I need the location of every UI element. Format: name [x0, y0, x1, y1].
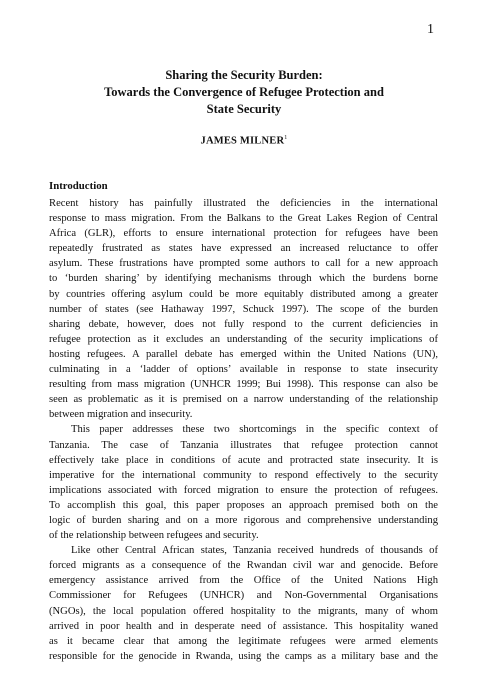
text-line: arrived in poor health and in desperate need of assistance. This hospitality waned: [49, 620, 438, 632]
text-line: between migration and insecurity.: [49, 409, 193, 421]
text-line: by countries offering asylum could be more equitably distributed among a greater: [49, 288, 438, 300]
text-line: implications associated with forced migration to ensure the protection of refugees.: [49, 484, 438, 496]
text-line: (NGOs), the local population offered hospitality to the migrants, many of whom: [49, 605, 438, 617]
text-line: responsible for the genocide in Rwanda, using the camps as a military base and the: [49, 650, 438, 662]
text-line: response to mass migration. From the Balkans to the Great Lakes Region of Central: [49, 213, 438, 225]
author-name-text: JAMES MILNER: [200, 135, 285, 147]
text-line: Commissioner for Refugees (UNHCR) and Non-Governmental Organisations: [49, 590, 438, 602]
text-line: Africa (GLR), efforts to ensure international protection for refugees have been: [49, 228, 438, 240]
text-line: resulting from mass migration (UNHCR 1999; Bui 1998). This response can also be: [49, 379, 438, 391]
text-line: Tanzania. The case of Tanzania illustrates that refugee protection cannot: [49, 439, 438, 451]
text-line: imperative for the international community to respond effectively to the security: [49, 469, 438, 481]
text-line: asylum. These frustrations have prompted some authors to call for a new approach: [49, 258, 438, 270]
text-line: refugee protection as it excludes an understanding of the security implications of: [49, 333, 438, 345]
page-number: 1: [427, 22, 434, 37]
text-line: Recent history has painfully illustrated the deficiencies in the international: [49, 198, 438, 209]
title-line-1: Sharing the Security Burden:: [165, 68, 323, 82]
text-line: emergency assistance arrived from the Office of the United Nations High: [49, 575, 438, 587]
text-line: This paper addresses these two shortcomings in the specific context of: [71, 424, 438, 436]
title-line-3: State Security: [206, 102, 282, 116]
section-heading: Introduction: [49, 180, 108, 192]
text-line: repeatedly frustrated as states have expressed an increased reluctance to offer: [49, 243, 438, 255]
text-line: of the relationship between refugees and security.: [49, 530, 259, 542]
text-line: hosting refugees. A parallel debate has emerged within the United Nations (UN),: [49, 348, 438, 360]
text-line: culminating in a ‘ladder of options’ available in response to state insecurity: [49, 364, 438, 376]
body-text: [49, 196, 438, 664]
title-line-2: Towards the Convergence of Refugee Protection and: [104, 85, 384, 99]
text-line: logic of burden sharing and on a more rigorous and comprehensive understanding: [49, 514, 438, 526]
text-line: to ‘burden sharing’ by identifying mechanisms through which the burdens borne: [49, 273, 438, 285]
text-line: effectively take place in conditions of acute and protracted state insecurity. It is: [49, 454, 438, 466]
paragraph-3: [49, 543, 438, 664]
text-line: number of states (see Hathaway 1997, Schuck 1997). The scope of the burden: [49, 303, 438, 315]
footnote-marker: 1: [284, 135, 288, 141]
text-line: Like other Central African states, Tanzania received hundreds of thousands of: [71, 545, 438, 557]
text-line: as it became clear that among the legitimate refugees were armed elements: [49, 635, 438, 647]
paragraph-1: [49, 196, 438, 422]
author-name: [60, 135, 428, 147]
text-line: To accomplish this goal, this paper proposes an approach premised both on the: [49, 499, 438, 511]
text-line: seen as problematic as it is premised on a narrow understanding of the relationship: [49, 394, 438, 406]
text-line: forced migrants as a consequence of the Rwandan civil war and genocide. Before: [49, 560, 438, 572]
text-line: sharing debate, however, does not fully respond to the current deficiencies in: [49, 318, 438, 330]
paragraph-2: [49, 422, 438, 543]
